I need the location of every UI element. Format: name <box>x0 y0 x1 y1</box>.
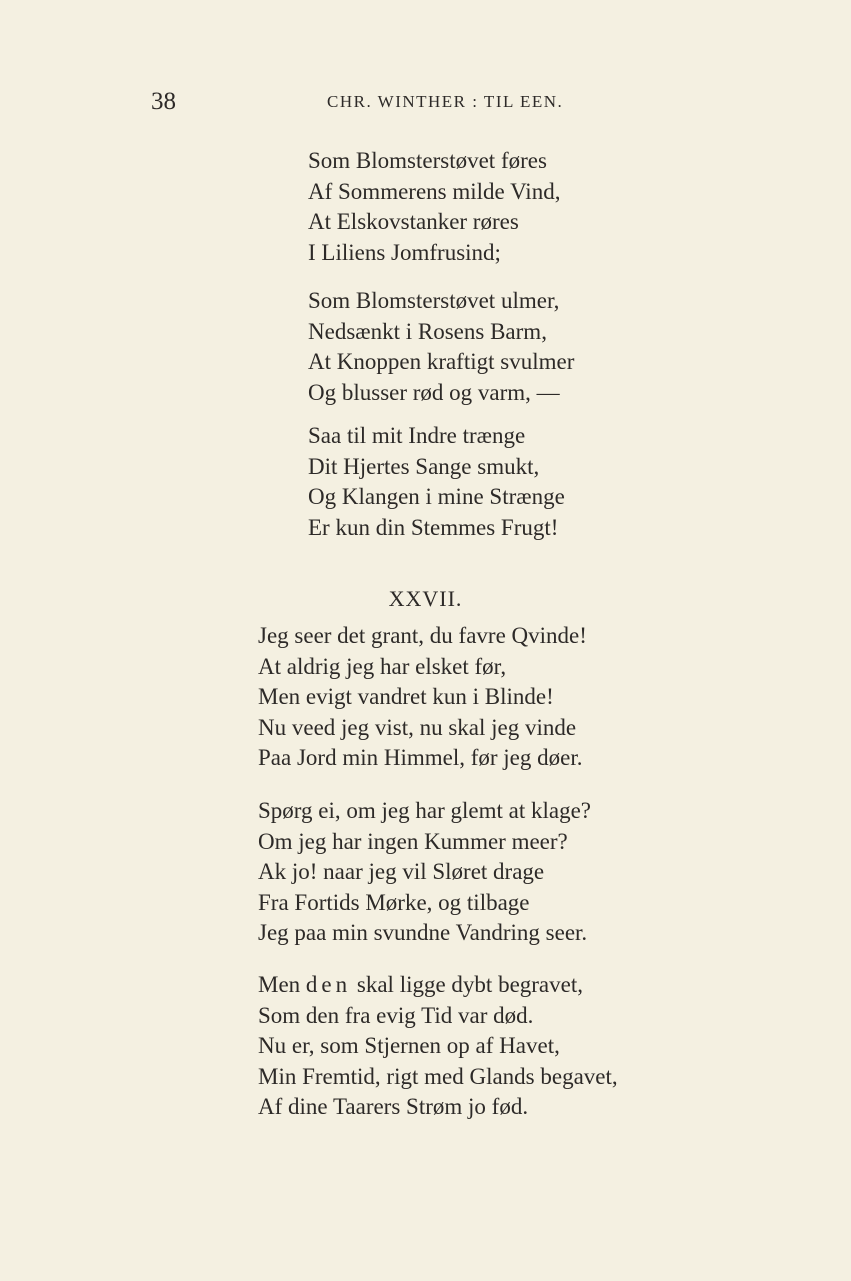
verse-line: Og Klangen i mine Strænge <box>308 484 565 509</box>
verse-line: At aldrig jeg har elsket før, <box>258 653 507 679</box>
verse-line: Ak jo! naar jeg vil Sløret drage <box>258 859 545 884</box>
verse-line: Og blusser rød og varm, — <box>308 379 560 405</box>
section-heading: XXVII. <box>388 586 463 611</box>
verse-line: Men evigt vandret kun i Blinde! <box>258 684 554 709</box>
stanza <box>258 621 587 774</box>
verse-line: Jeg paa min svundne Vandring seer. <box>258 920 588 945</box>
verse-line: Nu er, som Stjernen op af Havet, <box>258 1033 560 1058</box>
verse-line: Dit Hjertes Sange smukt, <box>308 453 540 479</box>
verse-line: Min Fremtid, rigt med Glands begavet, <box>258 1063 618 1089</box>
verse-line: Er kun din Stemmes Frugt! <box>308 514 559 540</box>
stanza <box>258 970 618 1123</box>
page-number: 38 <box>151 88 176 115</box>
verse-line: Nu veed jeg vist, nu skal jeg vinde <box>258 714 577 740</box>
stanza <box>258 796 591 949</box>
verse-line: Af dine Taarers Strøm jo fød. <box>258 1094 529 1119</box>
verse-line: Nedsænkt i Rosens Barm, <box>308 318 547 344</box>
verse-line: Af Sommerens milde Vind, <box>308 178 561 204</box>
stanza <box>308 286 574 408</box>
verse-line: Om jeg har ingen Kummer meer? <box>258 828 568 854</box>
stanza <box>308 421 565 543</box>
verse-line: I Liliens Jomfrusind; <box>308 239 501 265</box>
verse-line: Som Blomsterstøvet føres <box>308 148 547 173</box>
running-head: CHR. WINTHER : TIL EEN. <box>327 92 564 111</box>
verse-line: Saa til mit Indre trænge <box>308 423 526 448</box>
verse-line: Jeg seer det grant, du favre Qvinde! <box>258 623 587 648</box>
verse-line: At Knoppen kraftigt svulmer <box>308 349 575 374</box>
verse-line: Paa Jord min Himmel, før jeg døer. <box>258 745 583 770</box>
verse-line-emphasis: Men den skal ligge dybt begravet, <box>258 972 583 997</box>
verse-line: Som den fra evig Tid var død. <box>258 1002 534 1028</box>
verse-line: Som Blomsterstøvet ulmer, <box>308 288 560 313</box>
verse-line: Spørg ei, om jeg har glemt at klage? <box>258 798 591 823</box>
verse-line: At Elskovstanker røres <box>308 209 519 234</box>
stanza <box>308 146 560 268</box>
verse-line: Fra Fortids Mørke, og tilbage <box>258 889 530 915</box>
emphasized-word: den <box>305 972 352 997</box>
